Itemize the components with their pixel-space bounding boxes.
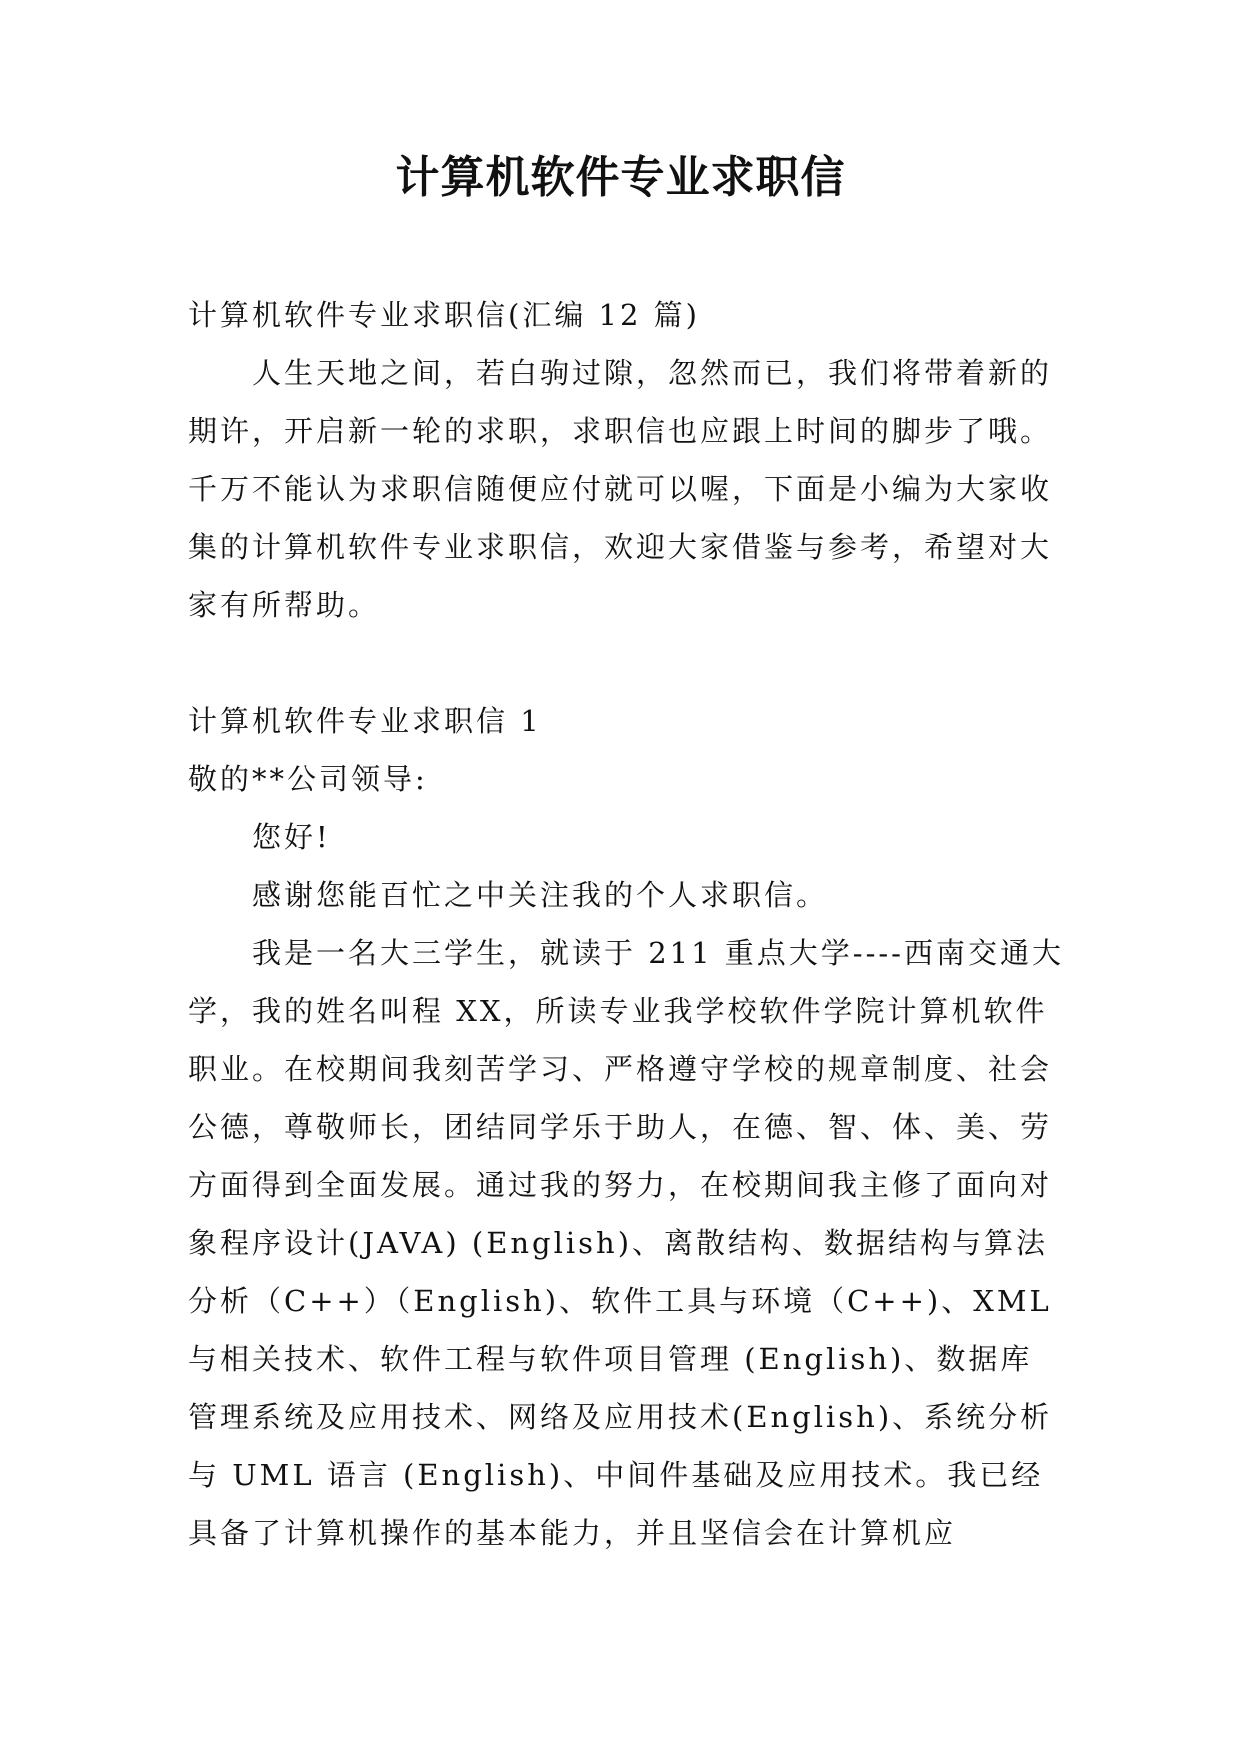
document-subtitle: 计算机软件专业求职信(汇编 12 篇)	[188, 298, 700, 332]
document-title: 计算机软件专业求职信	[395, 152, 846, 203]
section-heading: 计算机软件专业求职信 1	[188, 704, 542, 738]
greeting: 您好!	[252, 820, 331, 854]
body-paragraph: 我是一名大三学生，就读于 211 重点大学----西南交通大学，我的姓名叫程 XX，所读专业我学校软件学院计算机软件职业。在校期间我刻苦学习、严格遵守学校的规章制度、社会公德，尊敬师长，团结同学乐于助人，在德、智、体、美、劳方面得到全面发展。通过我的努力，在校期间我主修了面向对象程序设计(JAVA) (English)、离散结构、数据结构与算法分析（C++）（English)、软件工具与环境（C++)、XML 与相关技术、软件工程与软件项目管理 (English)、数据库管理系统及应用技术、网络及应用技术(English)、系统分析与 UML 语言 (English)、中间件基础及应用技术。我已经具备了计算机操作的基本能力，并且坚信会在计算机应	[188, 936, 1064, 1550]
document-content	[188, 286, 1064, 1562]
thanks-paragraph: 感谢您能百忙之中关注我的个人求职信。	[252, 878, 829, 912]
intro-paragraph: 人生天地之间，若白驹过隙，忽然而已，我们将带着新的期许，开启新一轮的求职，求职信也应跟上时间的脚步了哦。千万不能认为求职信随便应付就可以喔，下面是小编为大家收集的计算机软件专业求职信，欢迎大家借鉴与参考，希望对大家有所帮助。	[188, 356, 1053, 622]
salutation: 敬的**公司领导:	[188, 762, 428, 796]
